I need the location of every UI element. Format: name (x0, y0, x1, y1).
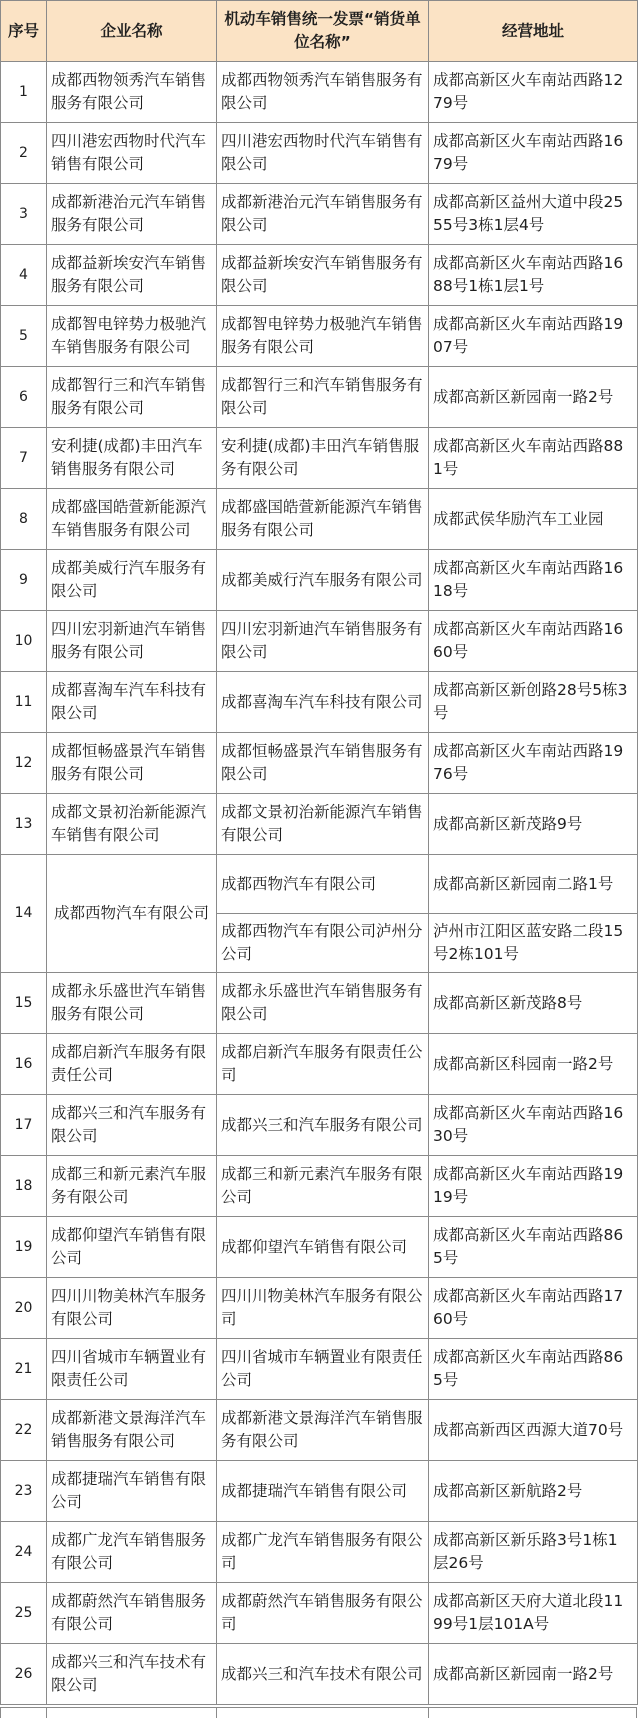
table-row (1, 1278, 638, 1339)
row-idx: 7 (1, 428, 47, 489)
invoice-name: 四川川物美林汽车服务有限公司 (217, 1278, 429, 1339)
row-idx: 3 (1, 184, 47, 245)
company-name: 成都智电锌势力极驰汽车销售服务有限公司 (47, 306, 217, 367)
invoice-name: 成都益新埃安汽车销售服务有限公司 (217, 245, 429, 306)
table-row (1, 1339, 638, 1400)
address: 成都高新区新茂路9号 (429, 794, 638, 855)
header-row (1, 1, 638, 62)
address: 泸州市江阳区蓝安路二段15号2栋101号 (429, 914, 638, 973)
table-row (1, 184, 638, 245)
row-idx: 21 (1, 1339, 47, 1400)
invoice-name: 成都美威行汽车服务有限公司 (217, 550, 429, 611)
header-company: 企业名称 (47, 1, 217, 62)
company-name: 成都恒畅盛景汽车销售服务有限公司 (47, 733, 217, 794)
address: 成都高新区新航路2号 (429, 1461, 638, 1522)
table-row-merged (1, 855, 638, 914)
table-row (1, 672, 638, 733)
company-name: 成都广龙汽车销售服务有限公司 (47, 1522, 217, 1583)
address: 成都高新区火车南站西路1279号 (429, 62, 638, 123)
address: 成都高新区新茂路8号 (429, 973, 638, 1034)
table-row (1, 973, 638, 1034)
address: 成都高新区火车南站西路1618号 (429, 550, 638, 611)
row-idx: 23 (1, 1461, 47, 1522)
company-name: 成都美威行汽车服务有限公司 (47, 550, 217, 611)
invoice-name: 成都喜淘车汽车科技有限公司 (217, 672, 429, 733)
table-row (1, 1644, 638, 1705)
header-invoice-name: 机动车销售统一发票“销货单位名称” (217, 1, 429, 62)
company-name: 成都仰望汽车销售有限公司 (47, 1217, 217, 1278)
invoice-name: 成都新港文景海洋汽车销售服务有限公司 (217, 1400, 429, 1461)
invoice-name: 成都广龙汽车销售服务有限公司 (217, 1522, 429, 1583)
row-idx: 17 (1, 1095, 47, 1156)
company-name: 成都捷瑞汽车销售有限公司 (47, 1461, 217, 1522)
invoice-name: 安利捷(成都)丰田汽车销售服务有限公司 (217, 428, 429, 489)
company-name: 成都兴三和汽车技术有限公司 (47, 1644, 217, 1705)
company-name: 成都启新汽车服务有限责任公司 (47, 1034, 217, 1095)
next-row-stub (0, 1707, 637, 1718)
row-idx: 9 (1, 550, 47, 611)
row-idx: 19 (1, 1217, 47, 1278)
row-idx: 1 (1, 62, 47, 123)
address: 成都高新区火车南站西路1976号 (429, 733, 638, 794)
address: 成都武侯华励汽车工业园 (429, 489, 638, 550)
row-idx: 2 (1, 123, 47, 184)
invoice-name: 成都三和新元素汽车服务有限公司 (217, 1156, 429, 1217)
table-row (1, 367, 638, 428)
company-name: 成都智行三和汽车销售服务有限公司 (47, 367, 217, 428)
address: 成都高新西区西源大道70号 (429, 1400, 638, 1461)
company-name: 成都兴三和汽车服务有限公司 (47, 1095, 217, 1156)
address: 成都高新区新园南一路2号 (429, 367, 638, 428)
invoice-name: 成都智电锌势力极驰汽车销售服务有限公司 (217, 306, 429, 367)
invoice-name: 成都盛国皓萱新能源汽车销售服务有限公司 (217, 489, 429, 550)
table-row (1, 1583, 638, 1644)
address: 成都高新区新园南二路1号 (429, 855, 638, 914)
table-row (1, 428, 638, 489)
company-name: 成都西物领秀汽车销售服务有限公司 (47, 62, 217, 123)
invoice-name: 成都西物汽车有限公司泸州分公司 (217, 914, 429, 973)
address: 成都高新区火车南站西路1760号 (429, 1278, 638, 1339)
invoice-name: 四川港宏西物时代汽车销售有限公司 (217, 123, 429, 184)
address: 成都高新区新创路28号5栋3号 (429, 672, 638, 733)
company-name: 成都益新埃安汽车销售服务有限公司 (47, 245, 217, 306)
company-name: 安利捷(成都)丰田汽车销售服务有限公司 (47, 428, 217, 489)
row-idx: 13 (1, 794, 47, 855)
table-row (1, 1034, 638, 1095)
table-row (1, 794, 638, 855)
invoice-name: 成都兴三和汽车服务有限公司 (217, 1095, 429, 1156)
address: 成都高新区天府大道北段1199号1层101A号 (429, 1583, 638, 1644)
company-name: 成都三和新元素汽车服务有限公司 (47, 1156, 217, 1217)
table-row (1, 489, 638, 550)
company-name: 成都盛国皓萱新能源汽车销售服务有限公司 (47, 489, 217, 550)
table-row (1, 1095, 638, 1156)
row-idx: 22 (1, 1400, 47, 1461)
company-name: 成都蔚然汽车销售服务有限公司 (47, 1583, 217, 1644)
invoice-name: 成都捷瑞汽车销售有限公司 (217, 1461, 429, 1522)
company-name: 成都新港文景海洋汽车销售服务有限公司 (47, 1400, 217, 1461)
invoice-name: 成都智行三和汽车销售服务有限公司 (217, 367, 429, 428)
address: 成都高新区火车南站西路1907号 (429, 306, 638, 367)
row-idx: 6 (1, 367, 47, 428)
company-name: 四川川物美林汽车服务有限公司 (47, 1278, 217, 1339)
table-row (1, 306, 638, 367)
address: 成都高新区火车南站西路865号 (429, 1217, 638, 1278)
table-row (1, 733, 638, 794)
row-idx: 5 (1, 306, 47, 367)
invoice-name: 成都兴三和汽车技术有限公司 (217, 1644, 429, 1705)
row-idx: 12 (1, 733, 47, 794)
row-idx: 10 (1, 611, 47, 672)
address: 成都高新区新园南一路2号 (429, 1644, 638, 1705)
address: 成都高新区火车南站西路1679号 (429, 123, 638, 184)
row-idx: 16 (1, 1034, 47, 1095)
table-row (1, 611, 638, 672)
address: 成都高新区新乐路3号1栋1层26号 (429, 1522, 638, 1583)
address: 成都高新区火车南站西路1688号1栋1层1号 (429, 245, 638, 306)
header-idx: 序号 (1, 1, 47, 62)
address: 成都高新区火车南站西路865号 (429, 1339, 638, 1400)
invoice-name: 四川宏羽新迪汽车销售服务有限公司 (217, 611, 429, 672)
row-idx: 4 (1, 245, 47, 306)
row-idx: 26 (1, 1644, 47, 1705)
invoice-name: 成都西物汽车有限公司 (217, 855, 429, 914)
company-name: 成都文景初治新能源汽车销售有限公司 (47, 794, 217, 855)
row-idx: 11 (1, 672, 47, 733)
company-name: 四川宏羽新迪汽车销售服务有限公司 (47, 611, 217, 672)
address: 成都高新区科园南一路2号 (429, 1034, 638, 1095)
row-idx: 14 (1, 855, 47, 973)
address: 成都高新区火车南站西路1660号 (429, 611, 638, 672)
table-row (1, 1156, 638, 1217)
row-idx: 20 (1, 1278, 47, 1339)
company-name: 四川港宏西物时代汽车销售有限公司 (47, 123, 217, 184)
company-name: 成都新港治元汽车销售服务有限公司 (47, 184, 217, 245)
company-name: 成都永乐盛世汽车销售服务有限公司 (47, 973, 217, 1034)
invoice-name: 成都新港治元汽车销售服务有限公司 (217, 184, 429, 245)
invoice-name: 成都永乐盛世汽车销售服务有限公司 (217, 973, 429, 1034)
table-row (1, 1400, 638, 1461)
table-row (1, 245, 638, 306)
invoice-name: 四川省城市车辆置业有限责任公司 (217, 1339, 429, 1400)
header-address: 经营地址 (429, 1, 638, 62)
row-idx: 15 (1, 973, 47, 1034)
address: 成都高新区火车南站西路1630号 (429, 1095, 638, 1156)
row-idx: 18 (1, 1156, 47, 1217)
table-row (1, 123, 638, 184)
row-idx: 24 (1, 1522, 47, 1583)
invoice-name: 成都仰望汽车销售有限公司 (217, 1217, 429, 1278)
table-row (1, 62, 638, 123)
company-name: 成都西物汽车有限公司 (47, 855, 217, 973)
table-row (1, 550, 638, 611)
invoice-name: 成都恒畅盛景汽车销售服务有限公司 (217, 733, 429, 794)
table-row (1, 1461, 638, 1522)
invoice-name: 成都蔚然汽车销售服务有限公司 (217, 1583, 429, 1644)
address: 成都高新区益州大道中段2555号3栋1层4号 (429, 184, 638, 245)
row-idx: 25 (1, 1583, 47, 1644)
address: 成都高新区火车南站西路881号 (429, 428, 638, 489)
address: 成都高新区火车南站西路1919号 (429, 1156, 638, 1217)
company-name: 四川省城市车辆置业有限责任公司 (47, 1339, 217, 1400)
company-name: 成都喜淘车汽车科技有限公司 (47, 672, 217, 733)
invoice-name: 成都启新汽车服务有限责任公司 (217, 1034, 429, 1095)
row-idx: 8 (1, 489, 47, 550)
invoice-name: 成都西物领秀汽车销售服务有限公司 (217, 62, 429, 123)
table-row (1, 1522, 638, 1583)
table-row (1, 1217, 638, 1278)
invoice-name: 成都文景初治新能源汽车销售有限公司 (217, 794, 429, 855)
